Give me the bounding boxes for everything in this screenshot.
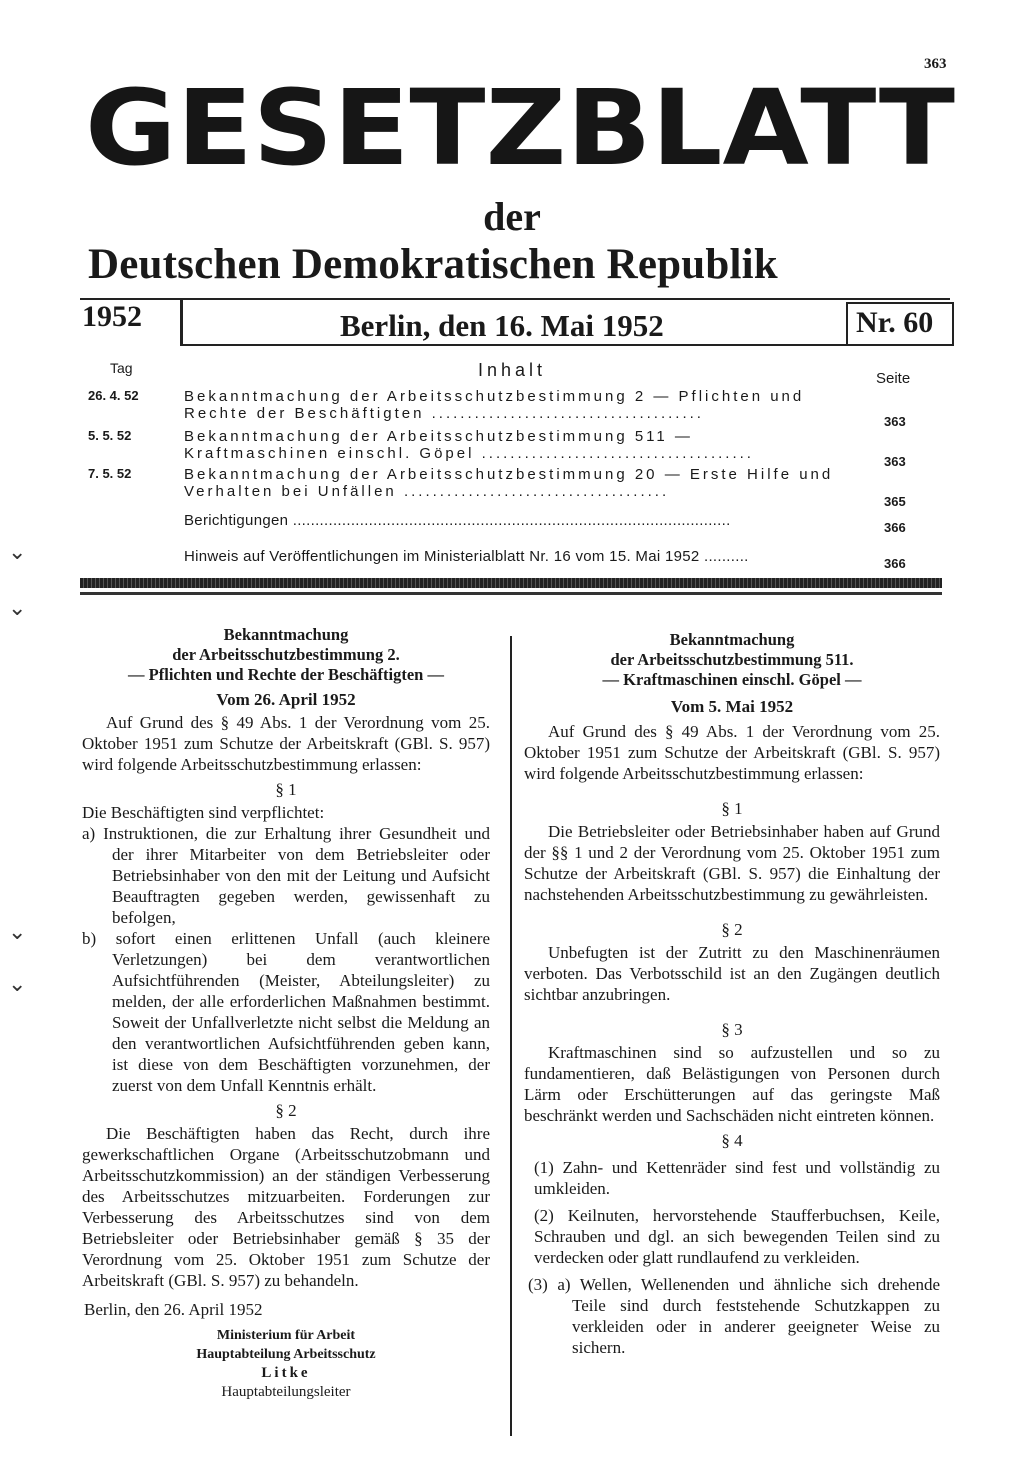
- article-heading: — Kraftmaschinen einschl. Göpel —: [602, 670, 862, 689]
- toc-tag-label: Tag: [110, 360, 133, 376]
- margin-check-mark: ⌄: [8, 540, 27, 565]
- toc-page: 363: [884, 414, 906, 429]
- masthead-title: [80, 72, 960, 172]
- list-item: a) Instruktionen, die zur Erhaltung ihrer Gesundheit und der ihrer Mitarbeiter von dem Betriebsleiter oder Betriebsinhaber von den mit der Leitung und Aufsicht Beauftragten gegeben werden, gewissenhaft zu befolgen,: [82, 824, 490, 927]
- toc-text: Hinweis auf Veröffentlichungen im Ministerialblatt Nr. 16 vom 15. Mai 1952 ..........: [184, 548, 749, 565]
- toc-text: Bekanntmachung der Arbeitsschutzbestimmung 20 — Erste Hilfe und Verhalten bei Unfällen .....................................: [184, 466, 834, 500]
- issue-rule-top: [80, 298, 950, 300]
- list-item: b) sofort einen erlittenen Unfall (auch kleinere Verletzungen) bei dem verantwortlichen Aufsichtführenden (Meister, Abteilungsleiter) zu melden, der alle erforderlichen Maßnahmen bestimmt. Soweit der Unfallverletzte nicht selbst die Meldung an den verantwortlichen Aufsichtführenden geben kann, ist diese von dem Beschäftigten vorzunehmen, der zuerst von dem Unfall Kenntnis erhält.: [82, 929, 490, 1095]
- article-date: Vom 5. Mai 1952: [670, 697, 794, 716]
- section-label: § 2: [275, 1101, 297, 1120]
- section-text: Unbefugten ist der Zutritt zu den Maschinenräumen verboten. Das Verbotsschild ist an den Zugängen deutlich sichtbar anzubringen.: [524, 943, 940, 1004]
- section-text: Die Beschäftigten sind verpflichtet:: [82, 803, 325, 822]
- issue-bar: [80, 298, 950, 348]
- section-label: § 1: [721, 799, 743, 818]
- margin-check-mark: ⌄: [8, 972, 27, 997]
- toc-date: 5. 5. 52: [88, 428, 132, 443]
- article-heading: Bekanntmachung: [669, 630, 795, 649]
- section-label: § 2: [721, 920, 743, 939]
- issue-rule-bottom: [180, 344, 848, 346]
- section-label: § 1: [275, 780, 297, 799]
- issue-divider: [180, 298, 183, 346]
- signature-ministry: Ministerium für Arbeit: [216, 1328, 356, 1343]
- issue-number: Nr. 60: [856, 306, 934, 339]
- section-text: Die Betriebsleiter oder Betriebsinhaber haben auf Grund der §§ 1 und 2 der Verordnung vom 25. Oktober 1951 zum Schutze der Arbeitskraft (GBl. S. 957) die Einhaltung der nachstehenden Arbeitsschutzbestimmung zu gewährleisten.: [524, 822, 940, 904]
- signature-role: Hauptabteilungsleiter: [221, 1384, 351, 1400]
- toc-page: 366: [884, 556, 906, 571]
- article-heading: — Pflichten und Rechte der Beschäftigten —: [128, 665, 444, 684]
- masthead-der: der: [483, 194, 541, 239]
- toc-text: Bekanntmachung der Arbeitsschutzbestimmung 511 — Kraftmaschinen einschl. Göpel ......................................: [184, 428, 754, 462]
- separator-rule-thin: [80, 592, 942, 595]
- section-text: Kraftmaschinen sind so aufzustellen und so zu fundamentieren, daß Belästigungen von Personen durch Lärm oder Erschütterungen auf das geringste Maß beschränkt werden und Sachschäden nicht eintreten können.: [524, 1043, 940, 1125]
- toc-seite-label: Seite: [876, 370, 911, 387]
- toc-page: 365: [884, 494, 906, 509]
- column-divider: [510, 636, 512, 1436]
- article-intro: Auf Grund des § 49 Abs. 1 der Verordnung vom 25. Oktober 1951 zum Schutze der Arbeitskraft (GBl. S. 957) wird folgende Arbeitsschutzbestimmung erlassen:: [82, 713, 490, 774]
- article-date: Vom 26. April 1952: [216, 690, 356, 709]
- toc-page: 363: [884, 454, 906, 469]
- toc-page: 366: [884, 520, 906, 535]
- signature-department: Hauptabteilung Arbeitsschutz: [196, 1347, 376, 1362]
- masthead-republic: Deutschen Demokratischen Republik: [88, 241, 778, 288]
- left-article: [82, 625, 490, 1402]
- toc-date: 26. 4. 52: [88, 388, 139, 403]
- separator-rule: [80, 578, 942, 588]
- issue-place-date: Berlin, den 16. Mai 1952: [340, 308, 664, 343]
- toc-text: Berichtigungen ..................................................................................................: [184, 512, 731, 529]
- toc-heading: Inhalt: [477, 360, 547, 380]
- section-label: § 3: [721, 1020, 743, 1039]
- place-date-line: Berlin, den 26. April 1952: [84, 1300, 263, 1319]
- subsection-text: (1) Zahn- und Kettenräder sind fest und vollständig zu umkleiden.: [534, 1158, 940, 1198]
- signature-name: Litke: [261, 1365, 311, 1381]
- margin-check-mark: ⌄: [8, 920, 27, 945]
- right-article: [524, 630, 940, 1358]
- subsection-text: (2) Keilnuten, hervorstehende Staufferbuchsen, Keile, Schrauben und dgl. an sich bewegenden Teilen sind zu verdecken oder glatt rundlaufend zu verkleiden.: [534, 1206, 940, 1267]
- subsection-text: (3) a) Wellen, Wellenenden und ähnliche sich drehende Teile sind durch feststehende Schutzkappen zu verkleiden oder in anderer geeigneter Weise zu sichern.: [528, 1275, 940, 1357]
- masthead-title-text: GESETZBLATT: [85, 72, 956, 172]
- article-heading: Bekanntmachung: [223, 625, 349, 644]
- article-heading: der Arbeitsschutzbestimmung 511.: [610, 650, 854, 669]
- section-label: § 4: [721, 1131, 743, 1150]
- issue-number-box: [846, 302, 954, 346]
- article-heading: der Arbeitsschutzbestimmung 2.: [172, 645, 400, 664]
- section-text: Die Beschäftigten haben das Recht, durch ihre gewerkschaftlichen Organe (Arbeitsschutzobmann und Arbeitsschutzkommission) an der ständigen Verbesserung des Arbeitsschutzes mitzuarbeiten. Forderungen zur Verbesserung des Arbeitsschutzes sind von dem Betriebsleiter oder Betriebsinhaber gemäß § 35 der Verordnung vom 25. Oktober 1951 zum Schutze der Arbeitskraft (GBl. S. 957) zu behandeln.: [82, 1124, 490, 1290]
- toc-text: Bekanntmachung der Arbeitsschutzbestimmung 2 — Pflichten und Rechte der Beschäftigten ......................................: [184, 388, 805, 422]
- margin-check-mark: ⌄: [8, 596, 27, 621]
- toc-date: 7. 5. 52: [88, 466, 132, 481]
- page-number: 363: [924, 56, 947, 72]
- article-intro: Auf Grund des § 49 Abs. 1 der Verordnung vom 25. Oktober 1951 zum Schutze der Arbeitskraft (GBl. S. 957) wird folgende Arbeitsschutzbestimmung erlassen:: [524, 722, 940, 783]
- issue-year: 1952: [82, 300, 142, 333]
